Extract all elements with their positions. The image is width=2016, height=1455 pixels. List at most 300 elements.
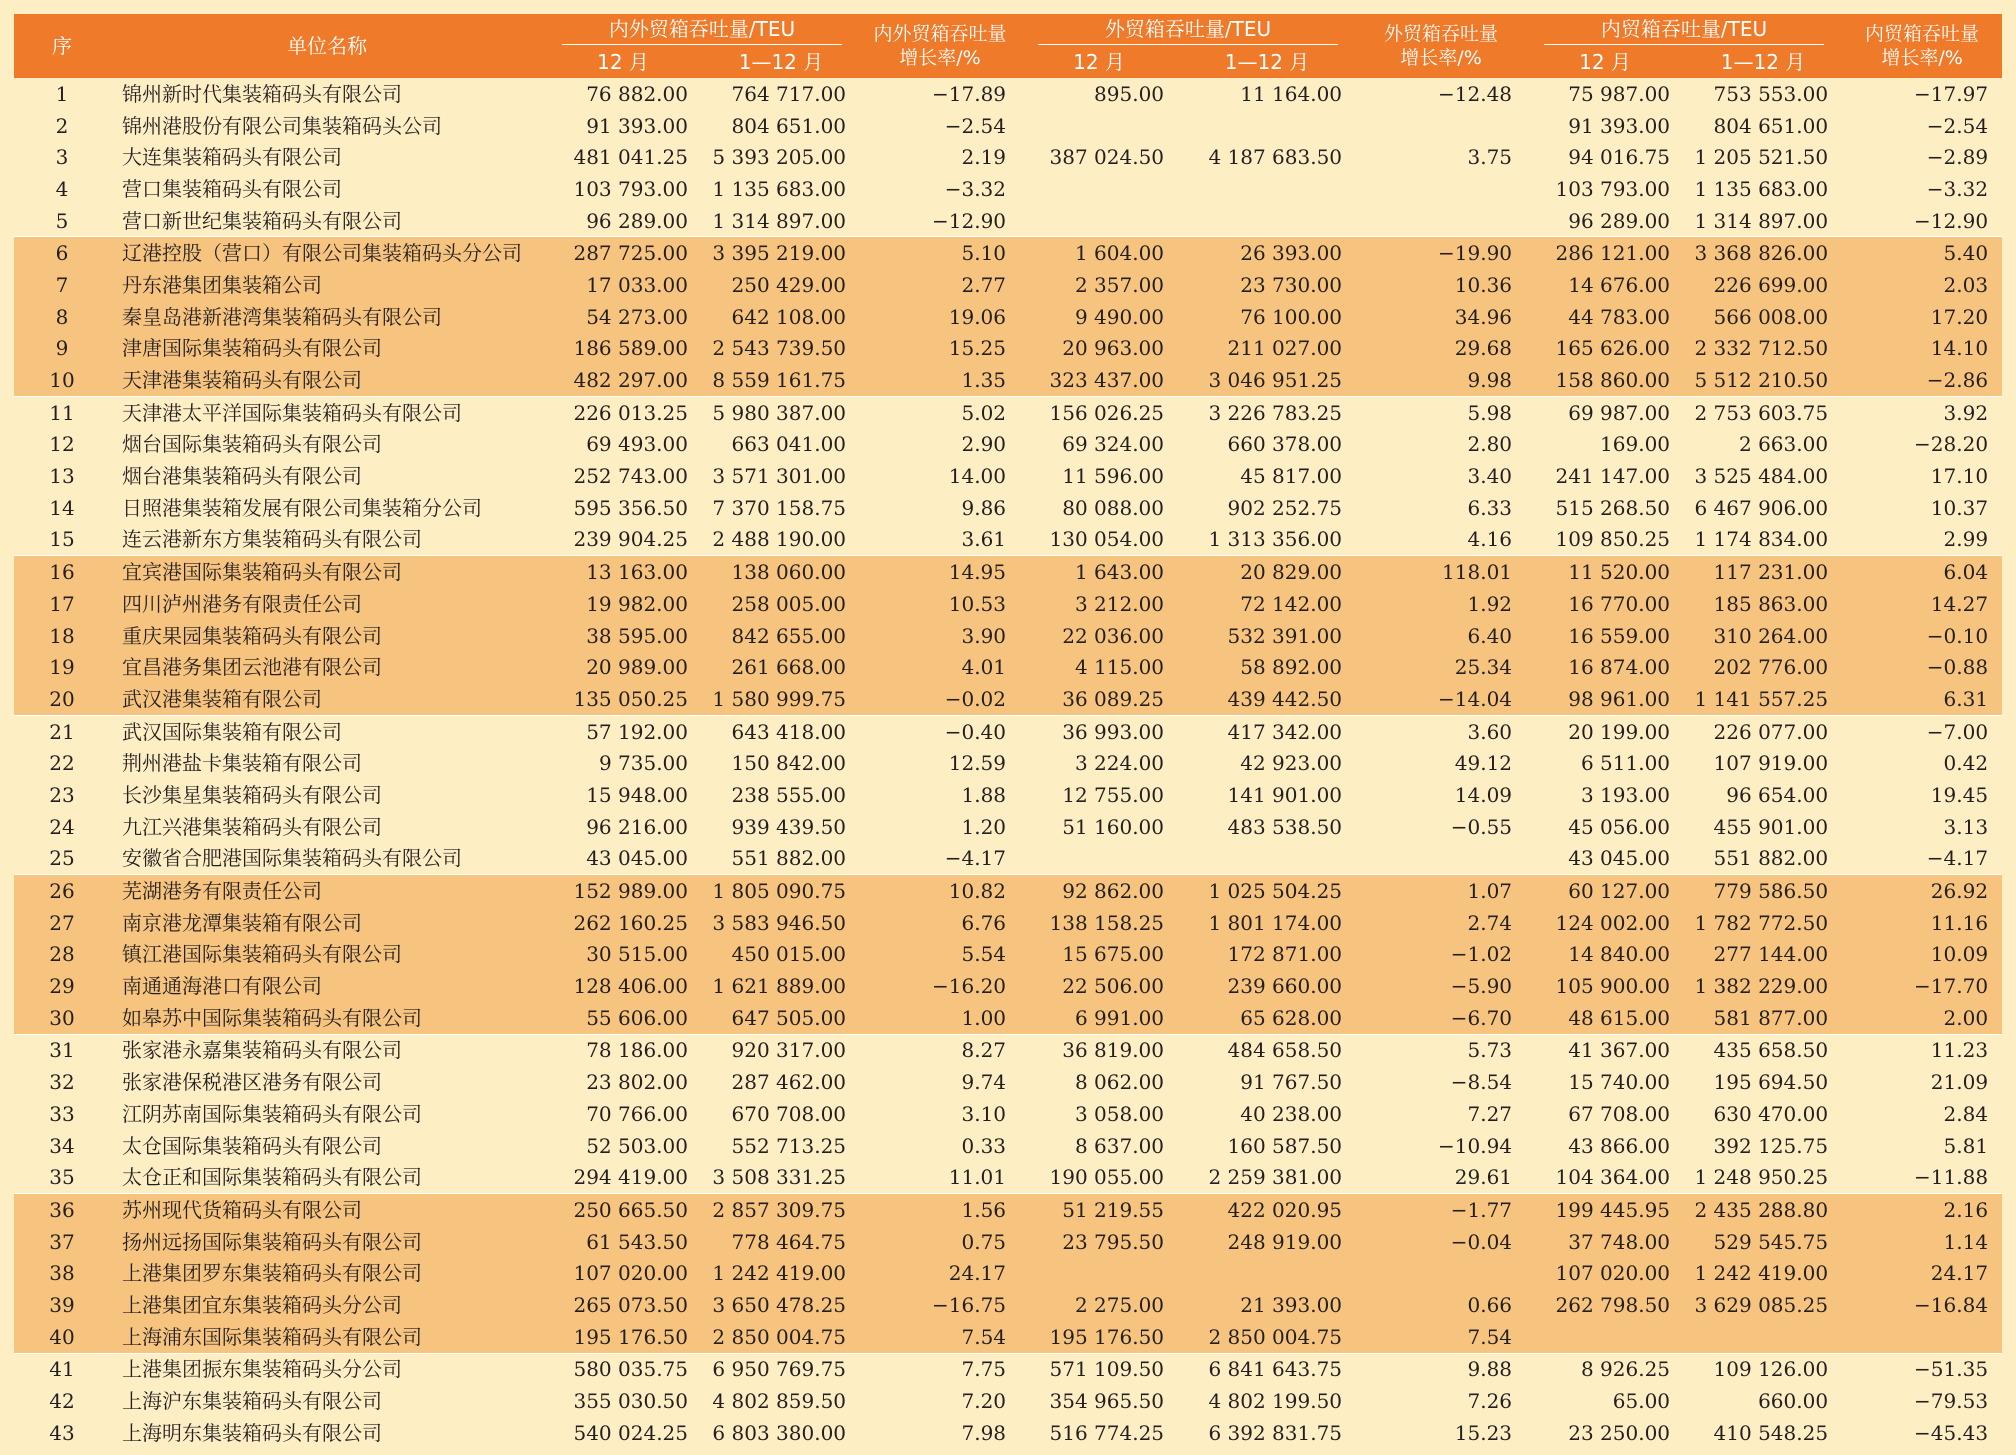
table-row	[14, 237, 2002, 269]
foreign-month: 2 275.00	[1020, 1289, 1178, 1321]
domestic-month: 3 193.00	[1526, 779, 1684, 811]
table-row	[14, 205, 2002, 237]
domestic-growth: 5.40	[1842, 237, 2002, 269]
total-growth: 10.82	[860, 875, 1020, 907]
foreign-ytd: 6 392 831.75	[1178, 1417, 1356, 1449]
row-index: 15	[14, 524, 110, 556]
row-index: 3	[14, 141, 110, 173]
domestic-month: 43 045.00	[1526, 843, 1684, 875]
foreign-ytd: 42 923.00	[1178, 747, 1356, 779]
table-row	[14, 333, 2002, 365]
domestic-month	[1526, 1321, 1684, 1353]
domestic-ytd: 551 882.00	[1684, 843, 1842, 875]
domestic-month: 96 289.00	[1526, 205, 1684, 237]
table-row	[14, 364, 2002, 396]
foreign-month: 6 991.00	[1020, 1002, 1178, 1034]
foreign-growth	[1356, 173, 1526, 205]
total-ytd: 8 559 161.75	[702, 364, 860, 396]
unit-name: 宜昌港务集团云池港有限公司	[110, 651, 544, 683]
foreign-growth: 3.75	[1356, 141, 1526, 173]
domestic-ytd: 109 126.00	[1684, 1353, 1842, 1385]
foreign-growth: 15.23	[1356, 1417, 1526, 1449]
table-row	[14, 1289, 2002, 1321]
foreign-month: 571 109.50	[1020, 1353, 1178, 1385]
foreign-ytd: 484 658.50	[1178, 1034, 1356, 1066]
foreign-growth	[1356, 843, 1526, 875]
domestic-month: 67 708.00	[1526, 1098, 1684, 1130]
domestic-growth: 3.13	[1842, 811, 2002, 843]
foreign-month: 51 219.55	[1020, 1194, 1178, 1226]
foreign-ytd: 65 628.00	[1178, 1002, 1356, 1034]
table-row	[14, 1002, 2002, 1034]
domestic-growth: 11.23	[1842, 1034, 2002, 1066]
domestic-ytd: 2 753 603.75	[1684, 396, 1842, 428]
total-growth: 9.74	[860, 1066, 1020, 1098]
domestic-ytd: 96 654.00	[1684, 779, 1842, 811]
foreign-ytd	[1178, 173, 1356, 205]
domestic-month: 15 740.00	[1526, 1066, 1684, 1098]
domestic-growth: −11.88	[1842, 1161, 2002, 1193]
unit-name: 日照港集装箱发展有限公司集装箱分公司	[110, 492, 544, 524]
domestic-growth: 10.09	[1842, 939, 2002, 971]
total-month: 78 186.00	[544, 1034, 702, 1066]
foreign-growth: 14.09	[1356, 779, 1526, 811]
total-growth: 14.00	[860, 460, 1020, 492]
unit-name: 辽港控股（营口）有限公司集装箱码头分公司	[110, 237, 544, 269]
unit-name: 上海浦东国际集装箱码头有限公司	[110, 1321, 544, 1353]
domestic-growth: 14.27	[1842, 588, 2002, 620]
foreign-month: 11 596.00	[1020, 460, 1178, 492]
domestic-month: 60 127.00	[1526, 875, 1684, 907]
foreign-growth: 2.80	[1356, 429, 1526, 461]
total-growth: 4.01	[860, 651, 1020, 683]
unit-name: 南通通海港口有限公司	[110, 970, 544, 1002]
foreign-growth: 6.40	[1356, 620, 1526, 652]
table-row	[14, 396, 2002, 428]
domestic-month: 103 793.00	[1526, 173, 1684, 205]
foreign-growth: 10.36	[1356, 269, 1526, 301]
foreign-ytd: 2 850 004.75	[1178, 1321, 1356, 1353]
foreign-month: 138 158.25	[1020, 907, 1178, 939]
domestic-month: 286 121.00	[1526, 237, 1684, 269]
total-month: 262 160.25	[544, 907, 702, 939]
foreign-month: 190 055.00	[1020, 1161, 1178, 1193]
row-index: 12	[14, 429, 110, 461]
row-index: 30	[14, 1002, 110, 1034]
foreign-growth: 6.33	[1356, 492, 1526, 524]
foreign-growth: 1.07	[1356, 875, 1526, 907]
domestic-growth: 5.81	[1842, 1130, 2002, 1162]
total-ytd: 287 462.00	[702, 1066, 860, 1098]
total-month: 595 356.50	[544, 492, 702, 524]
foreign-month	[1020, 1257, 1178, 1289]
foreign-month: 323 437.00	[1020, 364, 1178, 396]
foreign-ytd: 4 802 199.50	[1178, 1385, 1356, 1417]
total-growth: 3.61	[860, 524, 1020, 556]
unit-name: 营口新世纪集装箱码头有限公司	[110, 205, 544, 237]
total-growth: 0.75	[860, 1226, 1020, 1258]
domestic-ytd: 226 077.00	[1684, 715, 1842, 747]
table-row	[14, 939, 2002, 971]
foreign-month	[1020, 843, 1178, 875]
table-row	[14, 1098, 2002, 1130]
domestic-growth: 6.04	[1842, 556, 2002, 588]
domestic-month: 65.00	[1526, 1385, 1684, 1417]
domestic-ytd: 3 629 085.25	[1684, 1289, 1842, 1321]
total-ytd: 1 135 683.00	[702, 173, 860, 205]
unit-name: 安徽省合肥港国际集装箱码头有限公司	[110, 843, 544, 875]
total-growth: 5.10	[860, 237, 1020, 269]
total-growth: 3.10	[860, 1098, 1020, 1130]
domestic-month: 98 961.00	[1526, 683, 1684, 715]
row-index: 32	[14, 1066, 110, 1098]
row-index: 9	[14, 333, 110, 365]
table-row	[14, 1353, 2002, 1385]
foreign-ytd: 21 393.00	[1178, 1289, 1356, 1321]
table-row	[14, 492, 2002, 524]
domestic-ytd: 566 008.00	[1684, 301, 1842, 333]
foreign-ytd	[1178, 1257, 1356, 1289]
foreign-growth: 3.40	[1356, 460, 1526, 492]
total-ytd: 663 041.00	[702, 429, 860, 461]
domestic-growth: −7.00	[1842, 715, 2002, 747]
domestic-ytd: 195 694.50	[1684, 1066, 1842, 1098]
total-ytd: 5 393 205.00	[702, 141, 860, 173]
foreign-ytd: 2 259 381.00	[1178, 1161, 1356, 1193]
header-domestic-ytd: 1—12 月	[1684, 46, 1842, 78]
foreign-ytd: 248 919.00	[1178, 1226, 1356, 1258]
foreign-month: 156 026.25	[1020, 396, 1178, 428]
foreign-month: 3 224.00	[1020, 747, 1178, 779]
domestic-ytd: 5 512 210.50	[1684, 364, 1842, 396]
domestic-month: 169.00	[1526, 429, 1684, 461]
domestic-growth: 14.10	[1842, 333, 2002, 365]
foreign-growth: 1.92	[1356, 588, 1526, 620]
domestic-ytd: 581 877.00	[1684, 1002, 1842, 1034]
header-foreign-month: 12 月	[1020, 46, 1178, 78]
total-growth: 3.90	[860, 620, 1020, 652]
unit-name: 芜湖港务有限责任公司	[110, 875, 544, 907]
unit-name: 太仓国际集装箱码头有限公司	[110, 1130, 544, 1162]
table-row	[14, 524, 2002, 556]
domestic-growth: −28.20	[1842, 429, 2002, 461]
foreign-ytd	[1178, 205, 1356, 237]
total-month: 152 989.00	[544, 875, 702, 907]
total-growth: 8.27	[860, 1034, 1020, 1066]
domestic-ytd: 117 231.00	[1684, 556, 1842, 588]
domestic-growth: 24.17	[1842, 1257, 2002, 1289]
domestic-month: 16 874.00	[1526, 651, 1684, 683]
total-ytd: 2 857 309.75	[702, 1194, 860, 1226]
table-row	[14, 1034, 2002, 1066]
total-month: 226 013.25	[544, 396, 702, 428]
unit-name: 烟台国际集装箱码头有限公司	[110, 429, 544, 461]
domestic-growth: 3.92	[1842, 396, 2002, 428]
domestic-ytd: 2 332 712.50	[1684, 333, 1842, 365]
domestic-ytd: 804 651.00	[1684, 110, 1842, 142]
total-month: 15 948.00	[544, 779, 702, 811]
row-index: 41	[14, 1353, 110, 1385]
foreign-ytd: 40 238.00	[1178, 1098, 1356, 1130]
table-header	[14, 14, 2002, 78]
row-index: 42	[14, 1385, 110, 1417]
unit-name: 苏州现代货箱码头有限公司	[110, 1194, 544, 1226]
total-month: 107 020.00	[544, 1257, 702, 1289]
foreign-growth: 3.60	[1356, 715, 1526, 747]
table-row	[14, 1226, 2002, 1258]
foreign-growth: 49.12	[1356, 747, 1526, 779]
header-total-growth: 内外贸箱吞吐量 增长率/%	[860, 14, 1020, 78]
foreign-growth: 9.88	[1356, 1353, 1526, 1385]
unit-name: 上港集团罗东集装箱码头有限公司	[110, 1257, 544, 1289]
row-index: 19	[14, 651, 110, 683]
foreign-ytd	[1178, 110, 1356, 142]
row-index: 40	[14, 1321, 110, 1353]
domestic-growth: −0.88	[1842, 651, 2002, 683]
foreign-growth: 7.27	[1356, 1098, 1526, 1130]
table-row	[14, 970, 2002, 1002]
unit-name: 荆州港盐卡集装箱有限公司	[110, 747, 544, 779]
unit-name: 九江兴港集装箱码头有限公司	[110, 811, 544, 843]
unit-name: 大连集装箱码头有限公司	[110, 141, 544, 173]
domestic-month: 16 770.00	[1526, 588, 1684, 620]
foreign-ytd: 160 587.50	[1178, 1130, 1356, 1162]
header-foreign-group: 外贸箱吞吐量/TEU	[1020, 14, 1356, 46]
foreign-growth: 9.98	[1356, 364, 1526, 396]
foreign-growth	[1356, 1257, 1526, 1289]
foreign-growth: 34.96	[1356, 301, 1526, 333]
table-row	[14, 1130, 2002, 1162]
unit-name: 重庆果园集装箱码头有限公司	[110, 620, 544, 652]
header-index: 序	[14, 14, 110, 78]
domestic-ytd: 1 248 950.25	[1684, 1161, 1842, 1193]
unit-name: 武汉港集装箱有限公司	[110, 683, 544, 715]
total-month: 294 419.00	[544, 1161, 702, 1193]
foreign-month: 36 089.25	[1020, 683, 1178, 715]
row-index: 13	[14, 460, 110, 492]
foreign-month: 69 324.00	[1020, 429, 1178, 461]
foreign-ytd: 1 025 504.25	[1178, 875, 1356, 907]
total-growth: −16.75	[860, 1289, 1020, 1321]
foreign-month: 22 506.00	[1020, 970, 1178, 1002]
foreign-month	[1020, 205, 1178, 237]
foreign-month: 20 963.00	[1020, 333, 1178, 365]
total-growth: 9.86	[860, 492, 1020, 524]
total-month: 186 589.00	[544, 333, 702, 365]
domestic-growth: 0.42	[1842, 747, 2002, 779]
total-ytd: 3 583 946.50	[702, 907, 860, 939]
domestic-ytd: 435 658.50	[1684, 1034, 1842, 1066]
row-index: 38	[14, 1257, 110, 1289]
domestic-ytd: 3 525 484.00	[1684, 460, 1842, 492]
domestic-ytd	[1684, 1321, 1842, 1353]
total-ytd: 450 015.00	[702, 939, 860, 971]
total-ytd: 920 317.00	[702, 1034, 860, 1066]
total-growth: 5.02	[860, 396, 1020, 428]
throughput-table	[14, 14, 2002, 1449]
total-month: 17 033.00	[544, 269, 702, 301]
table-row	[14, 78, 2002, 110]
foreign-ytd: 172 871.00	[1178, 939, 1356, 971]
table-row	[14, 875, 2002, 907]
unit-name: 津唐国际集装箱码头有限公司	[110, 333, 544, 365]
total-growth: 7.75	[860, 1353, 1020, 1385]
domestic-month: 199 445.95	[1526, 1194, 1684, 1226]
table-row	[14, 141, 2002, 173]
foreign-growth: −19.90	[1356, 237, 1526, 269]
total-growth: 5.54	[860, 939, 1020, 971]
total-ytd: 642 108.00	[702, 301, 860, 333]
total-ytd: 150 842.00	[702, 747, 860, 779]
total-month: 128 406.00	[544, 970, 702, 1002]
domestic-growth: −79.53	[1842, 1385, 2002, 1417]
domestic-month: 158 860.00	[1526, 364, 1684, 396]
row-index: 11	[14, 396, 110, 428]
foreign-growth: 7.26	[1356, 1385, 1526, 1417]
domestic-ytd: 1 314 897.00	[1684, 205, 1842, 237]
unit-name: 如皋苏中国际集装箱码头有限公司	[110, 1002, 544, 1034]
total-growth: 2.77	[860, 269, 1020, 301]
unit-name: 武汉国际集装箱有限公司	[110, 715, 544, 747]
total-month: 250 665.50	[544, 1194, 702, 1226]
foreign-month: 12 755.00	[1020, 779, 1178, 811]
total-growth: 2.90	[860, 429, 1020, 461]
unit-name: 上港集团振东集装箱码头分公司	[110, 1353, 544, 1385]
total-month: 96 289.00	[544, 205, 702, 237]
foreign-month: 3 058.00	[1020, 1098, 1178, 1130]
total-month: 91 393.00	[544, 110, 702, 142]
domestic-month: 8 926.25	[1526, 1353, 1684, 1385]
foreign-month: 92 862.00	[1020, 875, 1178, 907]
domestic-month: 107 020.00	[1526, 1257, 1684, 1289]
foreign-growth: 7.54	[1356, 1321, 1526, 1353]
foreign-ytd: 6 841 643.75	[1178, 1353, 1356, 1385]
total-ytd: 1 621 889.00	[702, 970, 860, 1002]
foreign-ytd: 660 378.00	[1178, 429, 1356, 461]
unit-name: 上港集团宜东集装箱码头分公司	[110, 1289, 544, 1321]
foreign-ytd: 211 027.00	[1178, 333, 1356, 365]
unit-name: 天津港集装箱码头有限公司	[110, 364, 544, 396]
total-growth: −3.32	[860, 173, 1020, 205]
foreign-growth: 0.66	[1356, 1289, 1526, 1321]
domestic-month: 41 367.00	[1526, 1034, 1684, 1066]
total-growth: 1.00	[860, 1002, 1020, 1034]
domestic-growth: −2.54	[1842, 110, 2002, 142]
domestic-growth: −2.89	[1842, 141, 2002, 173]
foreign-month: 15 675.00	[1020, 939, 1178, 971]
row-index: 28	[14, 939, 110, 971]
foreign-growth: −0.55	[1356, 811, 1526, 843]
foreign-growth: 29.61	[1356, 1161, 1526, 1193]
foreign-ytd: 417 342.00	[1178, 715, 1356, 747]
domestic-ytd: 310 264.00	[1684, 620, 1842, 652]
domestic-month: 262 798.50	[1526, 1289, 1684, 1321]
total-month: 103 793.00	[544, 173, 702, 205]
foreign-month: 8 062.00	[1020, 1066, 1178, 1098]
foreign-ytd: 26 393.00	[1178, 237, 1356, 269]
foreign-ytd: 1 801 174.00	[1178, 907, 1356, 939]
row-index: 1	[14, 78, 110, 110]
foreign-growth	[1356, 110, 1526, 142]
table-row	[14, 1417, 2002, 1449]
unit-name: 上海明东集装箱码头有限公司	[110, 1417, 544, 1449]
header-domestic-group: 内贸箱吞吐量/TEU	[1526, 14, 1842, 46]
foreign-ytd: 91 767.50	[1178, 1066, 1356, 1098]
unit-name: 烟台港集装箱码头有限公司	[110, 460, 544, 492]
row-index: 17	[14, 588, 110, 620]
total-ytd: 804 651.00	[702, 110, 860, 142]
total-month: 481 041.25	[544, 141, 702, 173]
domestic-growth: 2.16	[1842, 1194, 2002, 1226]
domestic-ytd: 1 782 772.50	[1684, 907, 1842, 939]
row-index: 21	[14, 715, 110, 747]
row-index: 14	[14, 492, 110, 524]
row-index: 34	[14, 1130, 110, 1162]
unit-name: 南京港龙潭集装箱有限公司	[110, 907, 544, 939]
row-index: 31	[14, 1034, 110, 1066]
domestic-growth: 6.31	[1842, 683, 2002, 715]
foreign-month: 1 643.00	[1020, 556, 1178, 588]
domestic-growth: −17.97	[1842, 78, 2002, 110]
unit-name: 天津港太平洋国际集装箱码头有限公司	[110, 396, 544, 428]
header-unit-name: 单位名称	[110, 14, 544, 78]
unit-name: 张家港保税港区港务有限公司	[110, 1066, 544, 1098]
row-index: 5	[14, 205, 110, 237]
domestic-growth: 26.92	[1842, 875, 2002, 907]
foreign-ytd: 20 829.00	[1178, 556, 1356, 588]
domestic-growth: −45.43	[1842, 1417, 2002, 1449]
foreign-ytd: 483 538.50	[1178, 811, 1356, 843]
foreign-growth: −10.94	[1356, 1130, 1526, 1162]
table-row	[14, 683, 2002, 715]
total-ytd: 2 543 739.50	[702, 333, 860, 365]
total-ytd: 2 850 004.75	[702, 1321, 860, 1353]
table-row	[14, 811, 2002, 843]
foreign-growth: −1.02	[1356, 939, 1526, 971]
foreign-ytd: 1 313 356.00	[1178, 524, 1356, 556]
total-growth: 1.35	[860, 364, 1020, 396]
row-index: 35	[14, 1161, 110, 1193]
domestic-growth: 11.16	[1842, 907, 2002, 939]
domestic-growth: −2.86	[1842, 364, 2002, 396]
foreign-month: 130 054.00	[1020, 524, 1178, 556]
foreign-ytd: 76 100.00	[1178, 301, 1356, 333]
total-growth: 7.20	[860, 1385, 1020, 1417]
domestic-ytd: 529 545.75	[1684, 1226, 1842, 1258]
row-index: 37	[14, 1226, 110, 1258]
table-row	[14, 1194, 2002, 1226]
foreign-ytd: 141 901.00	[1178, 779, 1356, 811]
total-ytd: 670 708.00	[702, 1098, 860, 1130]
table-row	[14, 301, 2002, 333]
total-ytd: 4 802 859.50	[702, 1385, 860, 1417]
unit-name: 四川泸州港务有限责任公司	[110, 588, 544, 620]
table-row	[14, 1385, 2002, 1417]
unit-name: 秦皇岛港新港湾集装箱码头有限公司	[110, 301, 544, 333]
header-total-month: 12 月	[544, 46, 702, 78]
unit-name: 张家港永嘉集装箱码头有限公司	[110, 1034, 544, 1066]
total-growth: 19.06	[860, 301, 1020, 333]
total-growth: 24.17	[860, 1257, 1020, 1289]
domestic-month: 515 268.50	[1526, 492, 1684, 524]
row-index: 18	[14, 620, 110, 652]
total-month: 69 493.00	[544, 429, 702, 461]
foreign-month: 895.00	[1020, 78, 1178, 110]
total-ytd: 7 370 158.75	[702, 492, 860, 524]
total-month: 482 297.00	[544, 364, 702, 396]
total-month: 265 073.50	[544, 1289, 702, 1321]
header-total-ytd: 1—12 月	[702, 46, 860, 78]
